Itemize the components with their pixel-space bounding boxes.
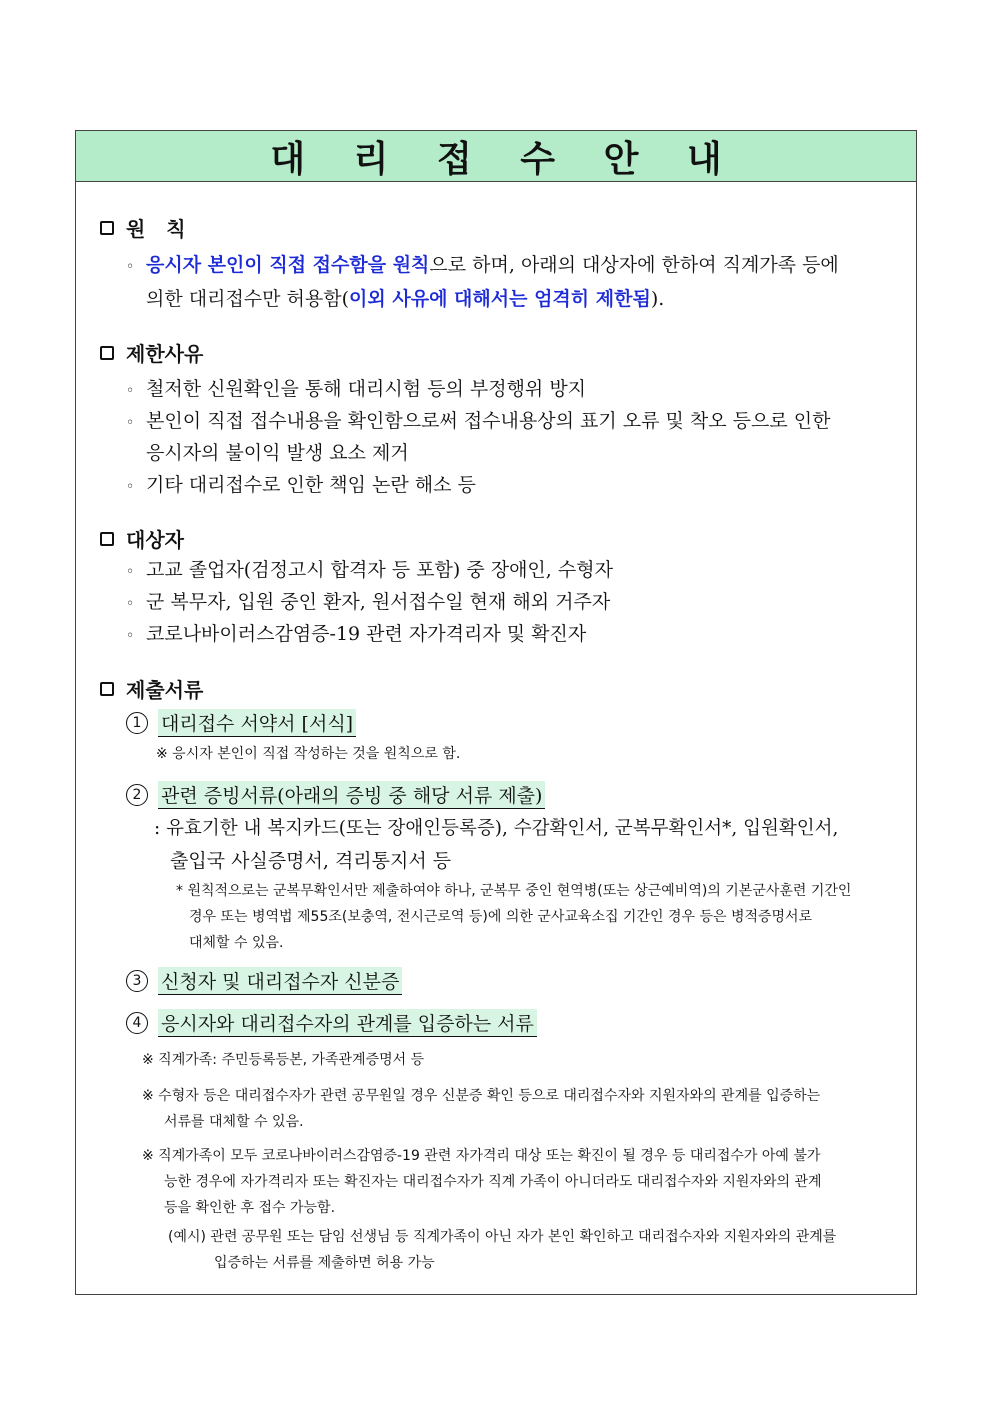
target-text-1: 고교 졸업자(검정고시 합격자 등 포함) 중 장애인, 수형자 xyxy=(146,559,613,581)
reason-text-3: 기타 대리접수로 인한 책임 논란 해소 등 xyxy=(146,474,476,496)
section-target-heading xyxy=(100,524,184,553)
checkbox-square-icon xyxy=(100,346,114,360)
document-label-4: 응시자와 대리접수자의 관계를 입증하는 서류 xyxy=(158,1009,537,1037)
target-text-3: 코로나바이러스감염증-19 관련 자가격리자 및 확진자 xyxy=(146,623,587,645)
document-label-3: 신청자 및 대리접수자 신분증 xyxy=(158,967,402,995)
target-item-2 xyxy=(126,586,610,620)
checkbox-square-icon xyxy=(100,682,114,696)
reason-text-2: 본인이 직접 접수내용을 확인함으로써 접수내용상의 표기 오류 및 착오 등으로 인한 xyxy=(146,410,831,432)
section-documents-heading xyxy=(100,674,203,703)
document-item-2 xyxy=(126,781,545,809)
reason-item-3 xyxy=(126,469,476,503)
document-label-1: 대리접수 서약서 [서식] xyxy=(158,709,356,737)
bullet-icon: ◦ xyxy=(126,479,135,495)
document-note-1: ※ 응시자 본인이 직접 작성하는 것을 원칙으로 함. xyxy=(156,746,461,762)
notice-frame xyxy=(75,130,917,1295)
target-item-3 xyxy=(126,618,586,652)
bullet-icon: ◦ xyxy=(126,259,135,275)
circled-number-icon: 3 xyxy=(126,970,148,992)
checkbox-square-icon xyxy=(100,532,114,546)
bullet-icon: ◦ xyxy=(126,564,135,580)
document-item-1 xyxy=(126,709,356,737)
section-target-title: 대상자 xyxy=(126,528,184,552)
section-principle-title: 원 칙 xyxy=(126,217,186,241)
reason-item-1 xyxy=(126,373,586,407)
notes-covid-2: 능한 경우에 자가격리자 또는 확진자는 대리접수자가 직계 가족이 아니더라도 대리접수자와 지원자와의 관계 xyxy=(164,1174,822,1190)
document-2-footnote-1: * 원칙적으로는 군복무확인서만 제출하여야 하나, 군복무 중인 현역병(또는 상근예비역)의 기본군사훈련 기간인 xyxy=(176,883,852,899)
notes-covid-1: ※ 직계가족이 모두 코로나바이러스감염증-19 관련 자가격리 대상 또는 확진이 될 경우 등 대리접수가 아예 불가 xyxy=(142,1148,821,1164)
notes-example-1: (예시) 관련 공무원 또는 담임 선생님 등 직계가족이 아닌 자가 본인 확인하고 대리접수자와 지원자와의 관계를 xyxy=(168,1229,837,1245)
checkbox-square-icon xyxy=(100,221,114,235)
document-item-4 xyxy=(126,1009,537,1037)
section-documents-title: 제출서류 xyxy=(126,678,204,702)
bullet-icon: ◦ xyxy=(126,628,135,644)
target-item-1 xyxy=(126,554,613,588)
document-item-3 xyxy=(126,967,402,995)
document-2-line-2: 출입국 사실증명서, 격리통지서 등 xyxy=(170,850,452,872)
document-label-2: 관련 증빙서류(아래의 증빙 중 해당 서류 제출) xyxy=(158,781,545,809)
reason-item-2 xyxy=(126,405,830,439)
bullet-icon: ◦ xyxy=(126,596,135,612)
principle-emphasis-1: 응시자 본인이 직접 접수함을 원칙 xyxy=(146,254,430,276)
bullet-icon: ◦ xyxy=(126,383,135,399)
circled-number-icon: 1 xyxy=(126,712,148,734)
reason-text-2-cont: 응시자의 불이익 발생 요소 제거 xyxy=(146,442,409,464)
bullet-icon: ◦ xyxy=(126,415,135,431)
principle-line-1 xyxy=(126,249,839,283)
principle-text-2b: ). xyxy=(650,288,665,310)
title-bar xyxy=(76,131,916,182)
principle-emphasis-2: 이외 사유에 대해서는 엄격히 제한됨 xyxy=(349,288,651,310)
document-2-footnote-2: 경우 또는 병역법 제55조(보충역, 전시근로역 등)에 의한 군사교육소집 기간인 경우 등은 병적증명서로 xyxy=(189,909,813,925)
notes-example-2: 입증하는 서류를 제출하면 허용 가능 xyxy=(214,1255,435,1271)
section-principle-heading xyxy=(100,213,186,242)
notes-prisoner-1: ※ 수형자 등은 대리접수자가 관련 공무원일 경우 신분증 확인 등으로 대리접수자와 지원자와의 관계를 입증하는 xyxy=(142,1088,821,1104)
content-area xyxy=(76,181,916,1294)
principle-line-2 xyxy=(146,283,664,315)
document-2-footnote-3: 대체할 수 있음. xyxy=(189,935,284,951)
target-text-2: 군 복무자, 입원 중인 환자, 원서접수일 현재 해외 거주자 xyxy=(146,591,611,613)
section-reason-heading xyxy=(100,338,203,367)
circled-number-icon: 4 xyxy=(126,1012,148,1034)
circled-number-icon: 2 xyxy=(126,784,148,806)
reason-item-2-cont xyxy=(146,437,409,469)
notes-covid-3: 등을 확인한 후 접수 가능함. xyxy=(164,1200,336,1216)
reason-text-1: 철저한 신원확인을 통해 대리시험 등의 부정행위 방지 xyxy=(146,378,587,400)
notes-prisoner-2: 서류를 대체할 수 있음. xyxy=(164,1114,304,1130)
section-reason-title: 제한사유 xyxy=(126,342,204,366)
principle-text-2a: 의한 대리접수만 허용함( xyxy=(146,288,350,310)
notes-family: ※ 직계가족: 주민등록등본, 가족관계증명서 등 xyxy=(142,1052,425,1068)
page-title: 대 리 접 수 안 내 xyxy=(270,138,740,180)
document-2-line-1: : 유효기한 내 복지카드(또는 장애인등록증), 수감확인서, 군복무확인서*, 입원확인서, xyxy=(154,818,839,839)
principle-text-1: 으로 하며, 아래의 대상자에 한하여 직계가족 등에 xyxy=(429,254,839,276)
